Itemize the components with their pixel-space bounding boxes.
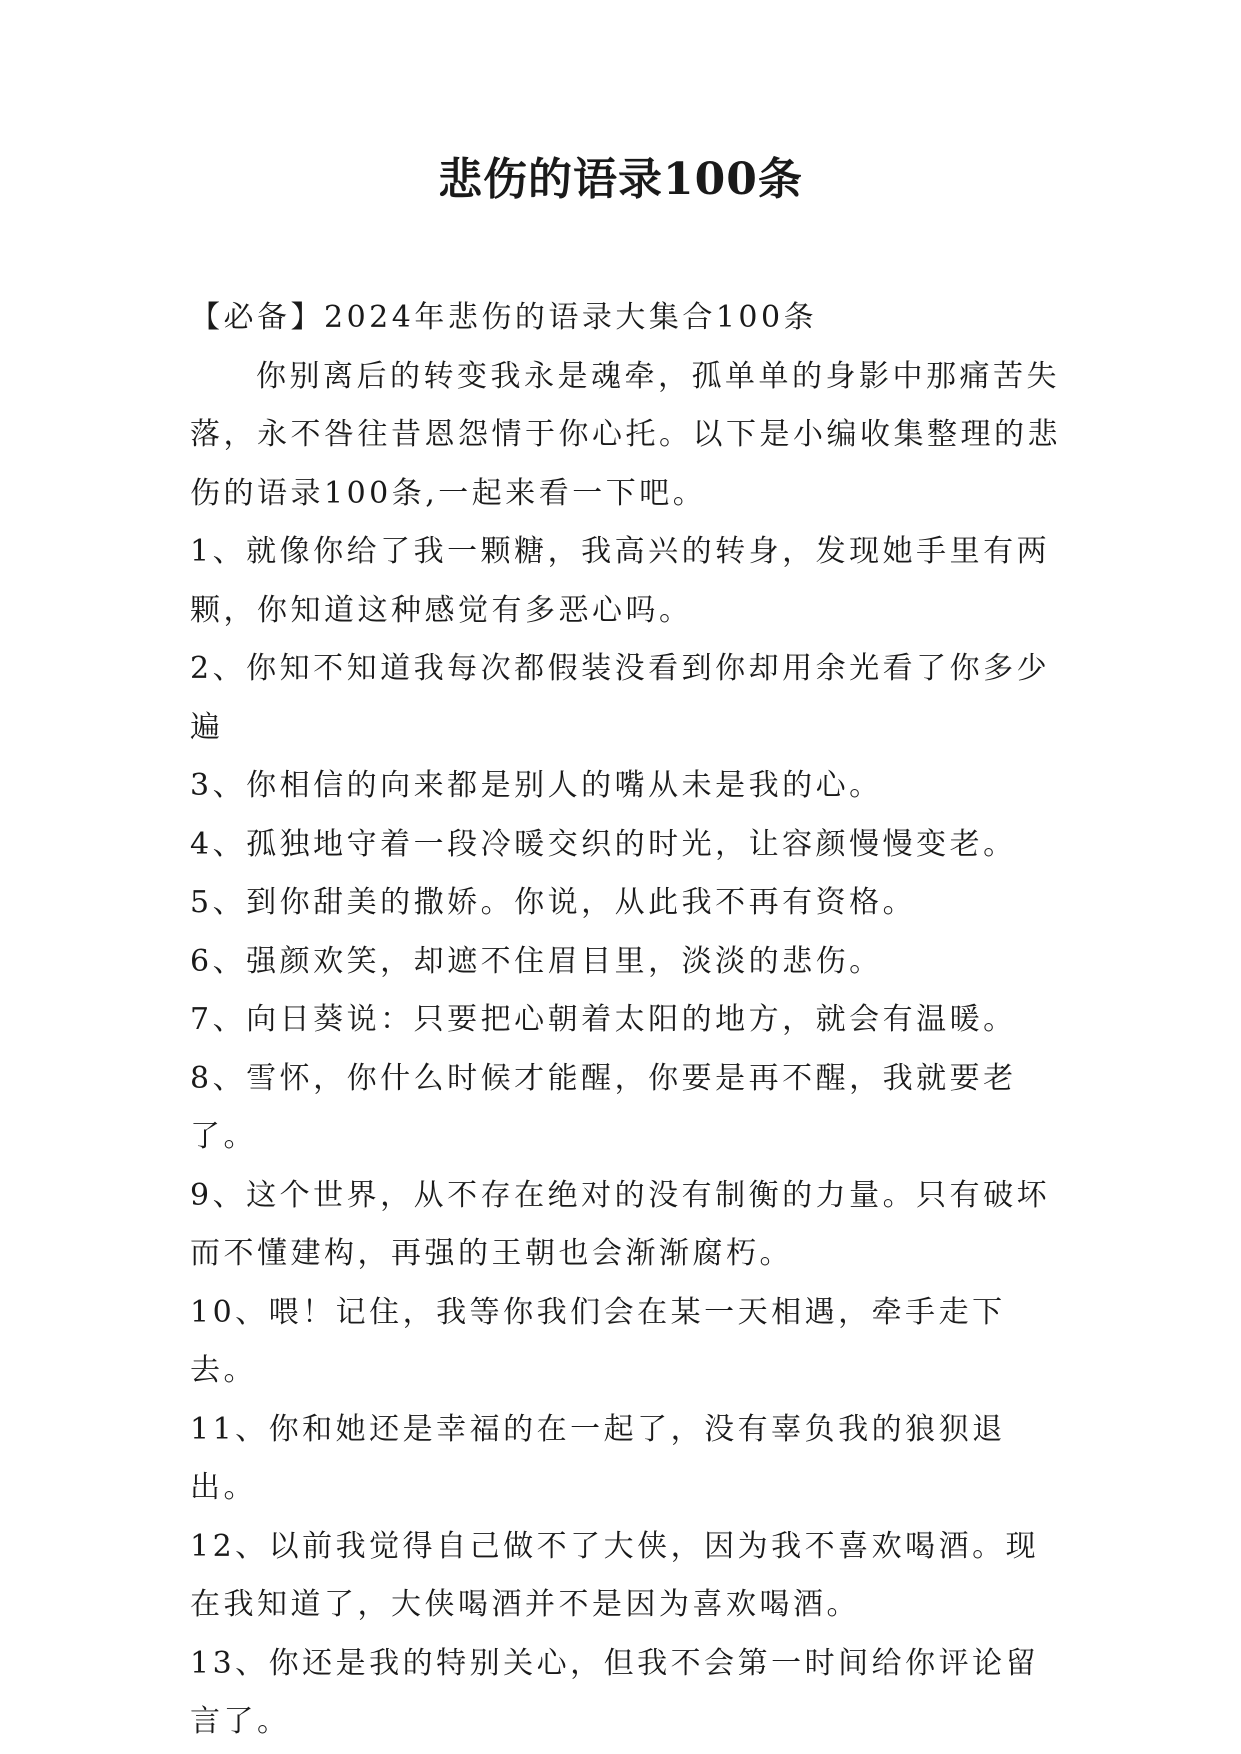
- quote-item-10: 10、喂！记住，我等你我们会在某一天相遇，牵手走下去。: [190, 1294, 1006, 1388]
- intro-paragraph: 你别离后的转变我永是魂牵，孤单单的身影中那痛苦失落，永不咎往昔恩怨情于你心托。以下是小编收集整理的悲伤的语录100条,一起来看一下吧。: [190, 358, 1061, 511]
- quote-item-3: 3、你相信的向来都是别人的嘴从未是我的心。: [190, 768, 883, 803]
- document-body: [190, 289, 1070, 1752]
- quote-item-9: 9、这个世界，从不存在绝对的没有制衡的力量。只有破坏而不懂建构，再强的王朝也会渐渐腐朽。: [190, 1177, 1051, 1271]
- quote-item-8: 8、雪怀，你什么时候才能醒，你要是再不醒，我就要老了。: [190, 1060, 1017, 1154]
- document-subtitle: 【必备】2024年悲伤的语录大集合100条: [190, 300, 818, 335]
- quote-item-13: 13、你还是我的特别关心，但我不会第一时间给你评论留言了。: [190, 1645, 1040, 1739]
- quote-item-7: 7、向日葵说：只要把心朝着太阳的地方，就会有温暖。: [190, 1002, 1017, 1037]
- quote-item-6: 6、强颜欢笑，却遮不住眉目里，淡淡的悲伤。: [190, 943, 883, 979]
- quote-item-12: 12、以前我觉得自己做不了大侠，因为我不喜欢喝酒。现在我知道了，大侠喝酒并不是因为喜欢喝酒。: [190, 1528, 1040, 1622]
- quote-item-11: 11、你和她还是幸福的在一起了，没有辜负我的狼狈退出。: [190, 1411, 1006, 1505]
- document-title: 悲伤的语录100条: [438, 154, 803, 205]
- quote-item-2: 2、你知不知道我每次都假装没看到你却用余光看了你多少遍: [190, 651, 1051, 745]
- quote-item-4: 4、孤独地守着一段冷暖交织的时光，让容颜慢慢变老。: [190, 826, 1017, 862]
- quote-item-1: 1、就像你给了我一颗糖，我高兴的转身，发现她手里有两颗，你知道这种感觉有多恶心吗。: [190, 534, 1051, 628]
- quote-item-5: 5、到你甜美的撒娇。你说，从此我不再有资格。: [190, 885, 917, 920]
